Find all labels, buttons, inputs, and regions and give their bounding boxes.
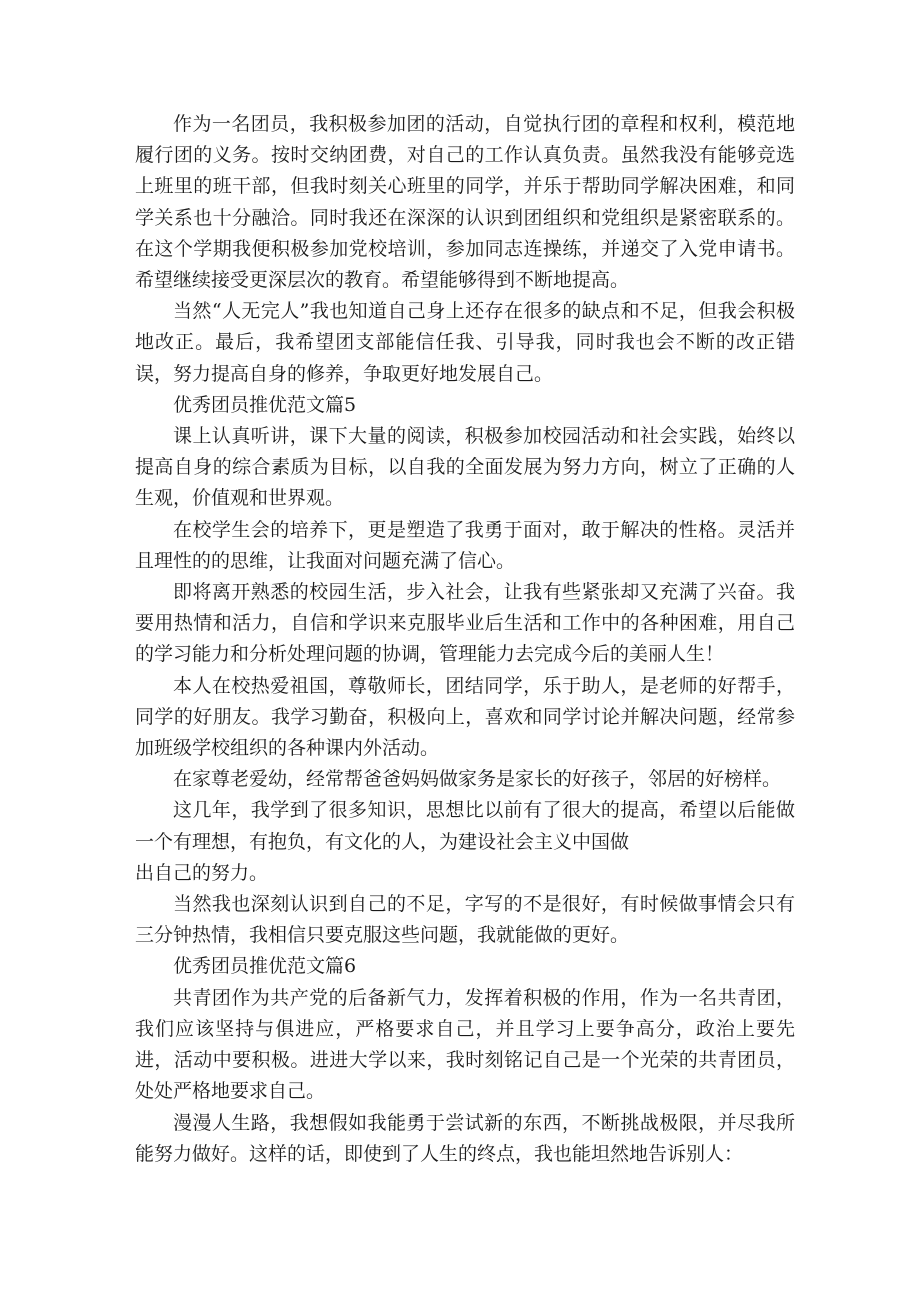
paragraph-5: 即将离开熟悉的校园生活，步入社会，让我有些紧张却又充满了兴奋。我要用热情和活力，自信和学识来克服毕业后生活和工作中的各种困难，用自己的学习能力和分析处理问题的协调，管理能力去完成今后的美丽人生！ [135,581,795,666]
paragraph-9: 当然我也深刻认识到自己的不足，字写的不是很好，有时候做事情会只有三分钟热情，我相信只要克服这些问题，我就能做的更好。 [135,893,795,947]
paragraph-3: 课上认真听讲，课下大量的阅读，积极参加校园活动和社会实践，始终以提高自身的综合素质为目标，以自我的全面发展为努力方向，树立了正确的人生观，价值观和世界观。 [135,425,795,510]
paragraph-4: 在校学生会的培养下，更是塑造了我勇于面对，敢于解决的性格。灵活并且理性的的思维，让我面对问题充满了信心。 [135,518,795,572]
section-heading-6: 优秀团员推优范文篇6 [173,955,357,978]
paragraph-6: 本人在校热爱祖国，尊敬师长，团结同学，乐于助人，是老师的好帮手，同学的好朋友。我学习勤奋，积极向上，喜欢和同学讨论并解决问题，经常参加班级学校组织的各种课内外活动。 [135,674,795,760]
paragraph-11: 漫漫人生路，我想假如我能勇于尝试新的东西，不断挑战极限，并尽我所能努力做好。这样的话，即使到了人生的终点，我也能坦然地告诉别人： [135,1111,795,1165]
paragraph-8-continued: 出自己的努力。 [135,861,269,884]
paragraph-8: 这几年，我学到了很多知识，思想比以前有了很大的提高，希望以后能做一个有理想，有抱负，有文化的人，为建设社会主义中国做 [135,799,795,853]
paragraph-7: 在家尊老爱幼，经常帮爸爸妈妈做家务是家长的好孩子，邻居的好榜样。 [173,768,782,791]
document-body [135,109,795,1170]
paragraph-10: 共青团作为共产党的后备新气力，发挥着积极的作用，作为一名共青团，我们应该坚持与俱进应，严格要求自己，并且学习上要争高分，政治上要先进，活动中要积极。进进大学以来，我时刻铭记自己是一个光荣的共青团员，处处严格地要求自己。 [135,986,795,1103]
section-heading-5: 优秀团员推优范文篇5 [173,393,357,416]
paragraph-2: 当然“人无完人”我也知道自己身上还存在很多的缺点和不足，但我会积极地改正。最后，我希望团支部能信任我、引导我，同时我也会不断的改正错误，努力提高自身的修养，争取更好地发展自己。 [135,300,795,385]
paragraph-1: 作为一名团员，我积极参加团的活动，自觉执行团的章程和权利，模范地履行团的义务。按时交纳团费，对自己的工作认真负责。虽然我没有能够竞选上班里的班干部，但我时刻关心班里的同学，并乐于帮助同学解决困难，和同学关系也十分融洽。同时我还在深深的认识到团组织和党组织是紧密联系的。在这个学期我便积极参加党校培训，参加同志连操练，并递交了入党申请书。希望继续接受更深层次的教育。希望能够得到不断地提高。 [135,113,795,292]
